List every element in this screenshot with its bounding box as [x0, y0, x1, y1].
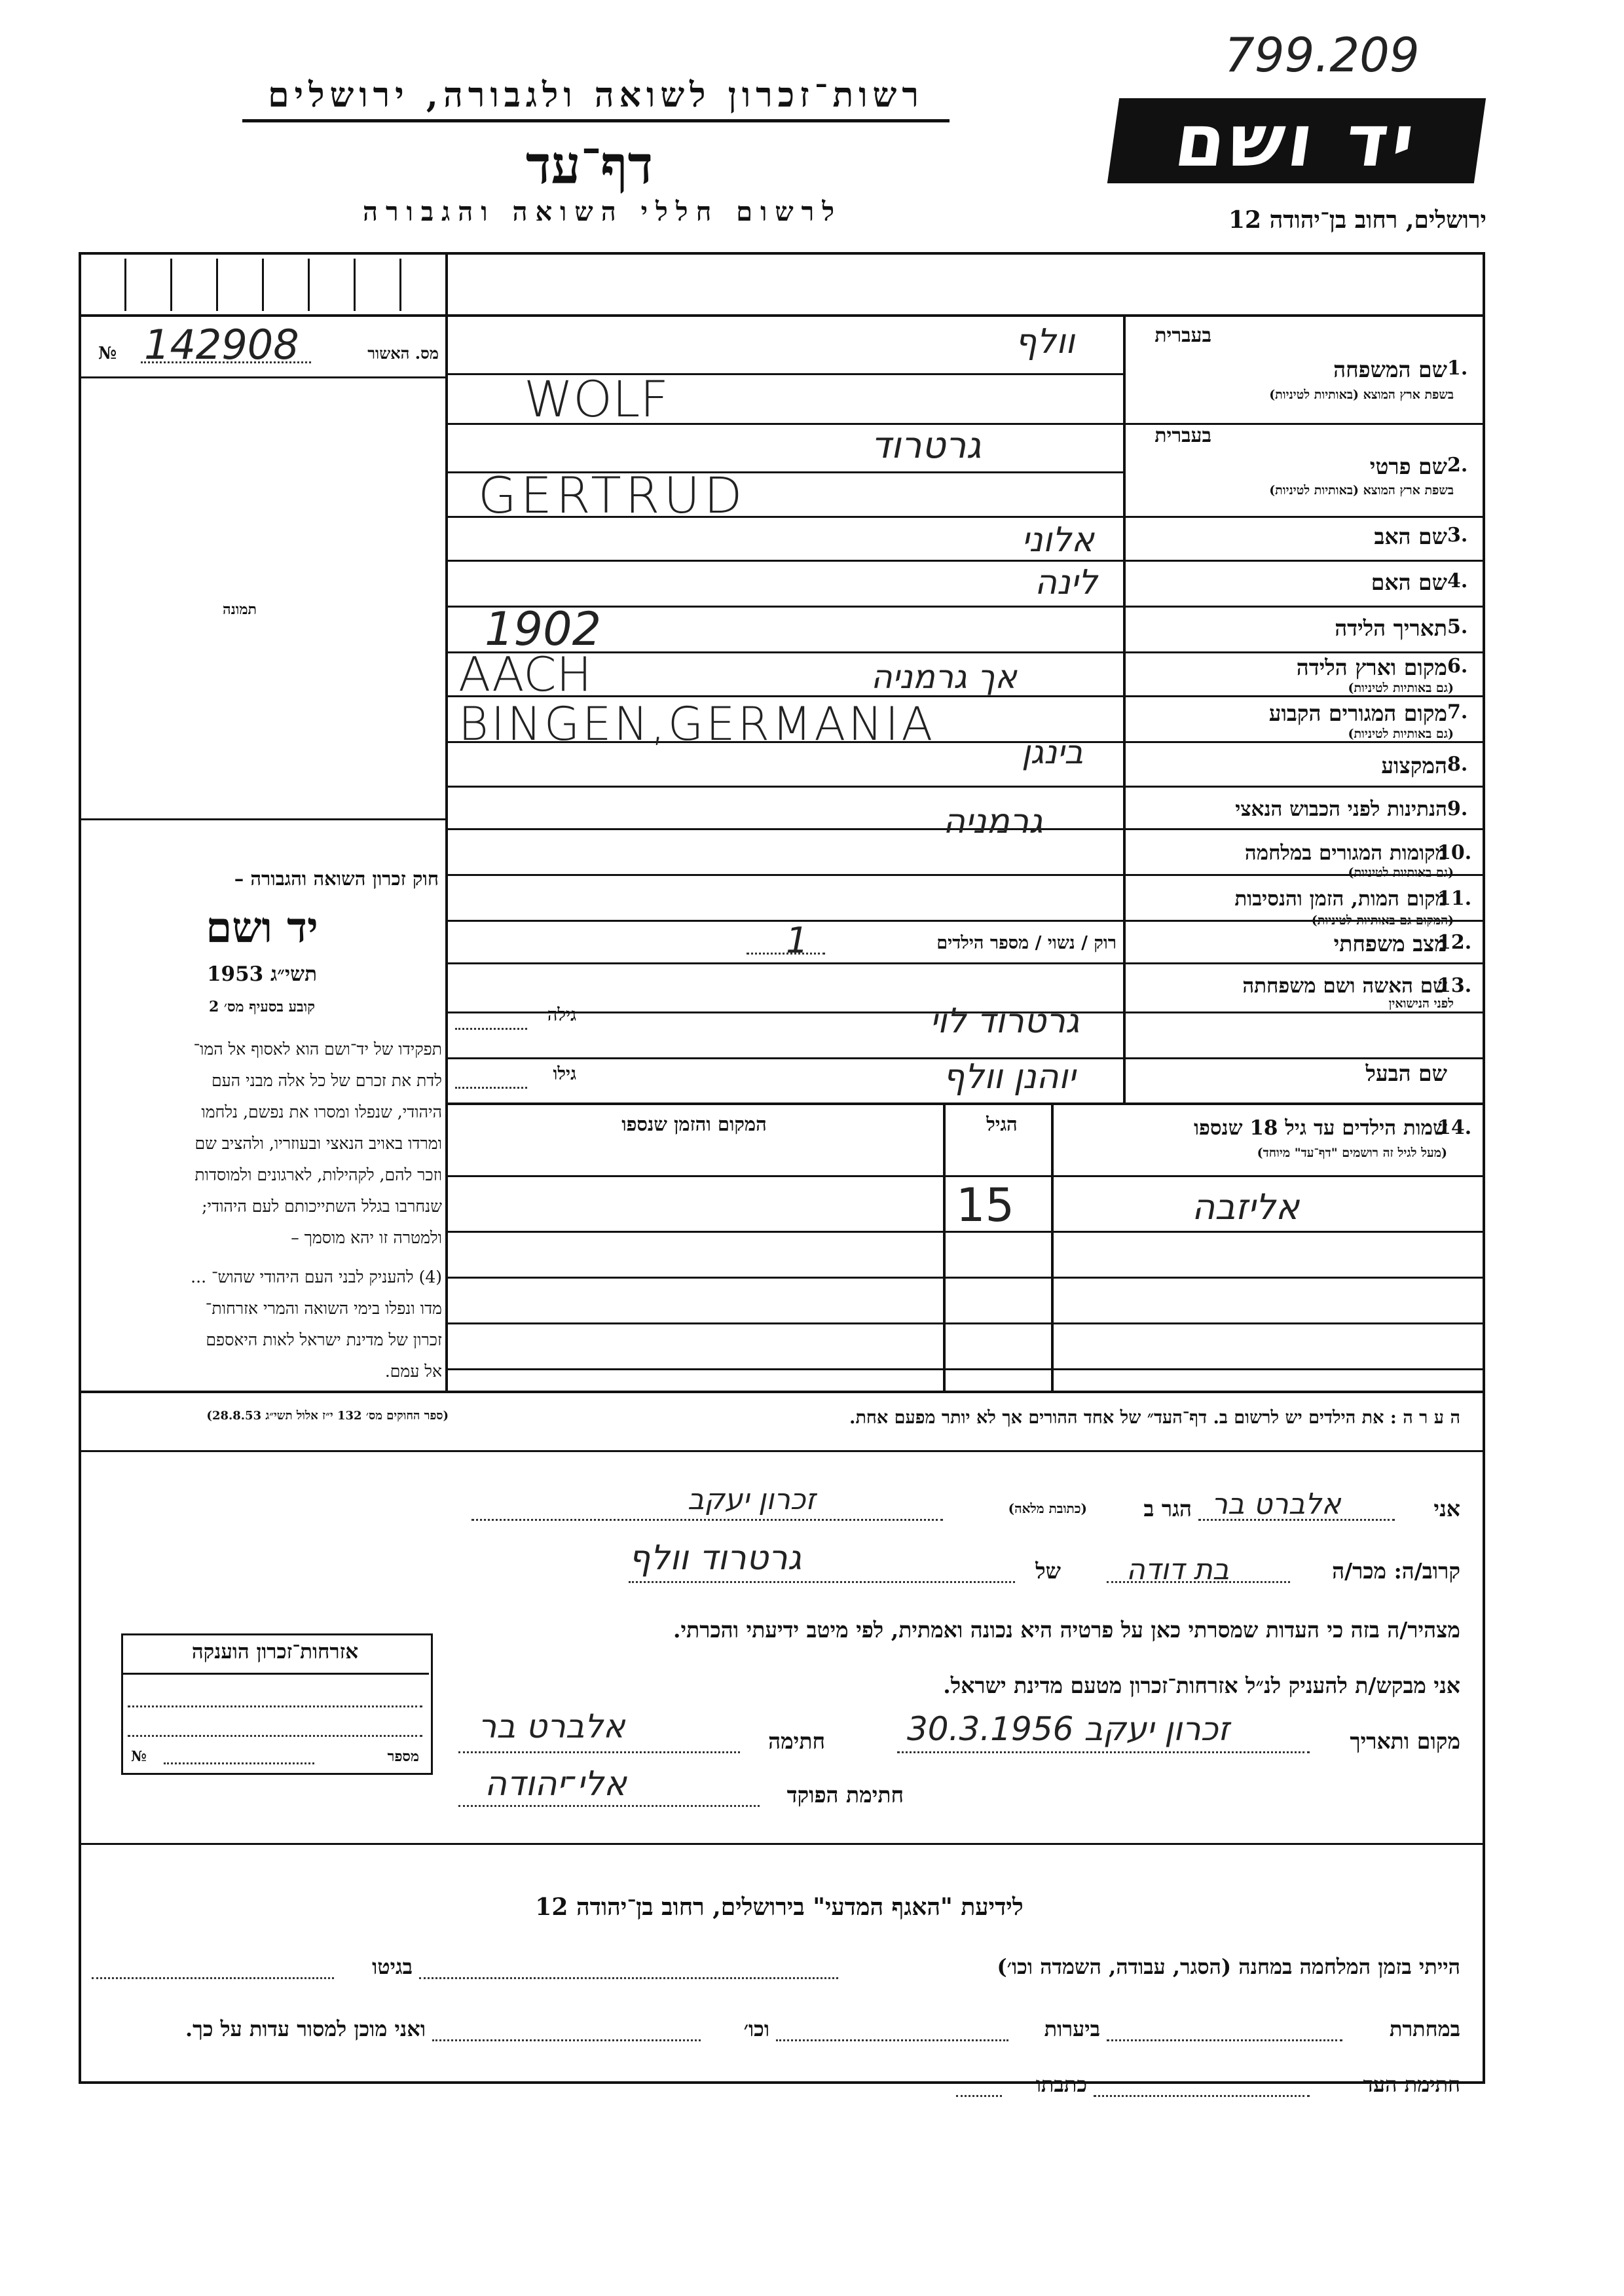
decl-resides-line — [471, 1519, 943, 1521]
f8-number: 8. — [1447, 753, 1468, 776]
f2-label: שם פרטי — [1369, 454, 1447, 479]
strip-cell — [308, 259, 310, 311]
footer-line2-a: במחתרת — [1389, 2016, 1460, 2041]
decl-place-date-label: מקום ותאריך — [1350, 1728, 1460, 1754]
footer-line3-b: כתבתו — [1035, 2072, 1087, 2097]
f12-value-line — [747, 953, 825, 955]
footer-line1-a: הייתי בזמן המלחמה במחנה (הסגר, עבודה, השמדה וכו׳) — [997, 1954, 1460, 1979]
f10-sub: (גם באותיות לטיניות) — [1348, 866, 1454, 880]
decl-place-date-value: זכרון יעקב 30.3.1956 — [907, 1710, 1230, 1748]
logo-text: יד ושם — [1170, 99, 1424, 183]
age-header: הגיל — [986, 1113, 1018, 1135]
decl-place-date-line — [897, 1751, 1310, 1753]
note-text: ה ע ר ה : את הילדים יש לרשום ב. דף־העד״ של אחד ההורים אך לא יותר מפעם אחת. — [849, 1408, 1460, 1428]
f3-label: שם האב — [1374, 524, 1447, 549]
f13-sub: לפני הנישואין — [1388, 996, 1454, 1011]
citizenship-box-symbol: № — [131, 1748, 147, 1765]
f10-number: 10. — [1437, 841, 1472, 864]
children-col-age-left — [943, 1105, 946, 1391]
child-age-value: 15 — [956, 1178, 1015, 1232]
citizenship-box-number-label: מספר — [387, 1748, 419, 1765]
f4-number: 4. — [1447, 570, 1468, 592]
strip-cell — [216, 259, 218, 311]
photo-label: תמונה — [223, 601, 257, 618]
footer-line3-dots-a — [1094, 2095, 1310, 2097]
law-text-9: מדו ונפלו בימי השואה והמרי אזרחות־ — [205, 1299, 442, 1318]
registration-number — [98, 321, 439, 369]
f1-label: שם המשפחה — [1333, 357, 1447, 382]
footer-line3-dots-b — [956, 2095, 1002, 2097]
strip-cell — [399, 259, 401, 311]
footer-line2-dots-c — [432, 2039, 701, 2041]
footer-line2-c: וכו׳ — [743, 2016, 769, 2041]
declaration-bottom-rule — [79, 1843, 1483, 1845]
footer-line3-a: חתימת העד — [1363, 2072, 1460, 2097]
f12-number: 12. — [1437, 931, 1472, 954]
f9-value: גרמניה — [943, 802, 1043, 841]
row-line — [448, 560, 1483, 562]
decl-of-label: של — [1035, 1558, 1061, 1584]
f2-latin-value: GERTRUD — [478, 466, 747, 524]
husband-name-value: יוהנן וולף — [943, 1057, 1076, 1097]
institution-name: רשות־זכרון לשואה ולגבורה, ירושלים — [268, 75, 924, 115]
row-line — [448, 651, 1483, 653]
decl-i-value: אלברט בר — [1211, 1487, 1341, 1521]
f5-label: תאריך הלידה — [1335, 615, 1447, 641]
citizenship-box-title: אזרחות־זכרון הוענקה — [191, 1640, 359, 1664]
children-row-line — [448, 1175, 1483, 1177]
footer-line1-dots-a — [419, 1977, 838, 1979]
f5-number: 5. — [1447, 615, 1468, 638]
f6-number: 6. — [1447, 655, 1468, 678]
f4-value: לינה — [1035, 563, 1098, 602]
law-text-4: ומרדו באויב הנאצי ובעוזריו, ולהציב שם — [194, 1134, 442, 1153]
top-strip-bottom — [79, 314, 1483, 317]
f9-number: 9. — [1447, 797, 1468, 820]
f13-label: שם האשה ושם משפחתה — [1242, 974, 1447, 998]
yad-vashem-logo — [1107, 98, 1486, 183]
f2-hebrew-label: בעברית — [1154, 424, 1211, 447]
form-subtitle: לרשום חללי השואה והגבורה — [362, 196, 843, 227]
footer-line2-dots-b — [776, 2039, 1008, 2041]
law-reference: (ספר החוקים מס׳ 132 י״ז אלול תשי״ג 28.8.53) — [206, 1409, 449, 1423]
children-col-age-right — [1051, 1105, 1054, 1391]
f6-value-latin: AACH — [458, 647, 592, 702]
citizenship-box-line-1 — [128, 1705, 422, 1707]
decl-declare-text: מצהיר/ה בזה כי העדות שמסרתי כאן על פרטיה היא נכונה ואמתית, לפי מיטב ידיעתי והכרתי. — [673, 1617, 1460, 1643]
f7-label: מקום המגורים הקבוע — [1268, 701, 1447, 726]
footer-line1-dots-b — [92, 1977, 334, 1979]
f6-label: מקום וארץ הלידה — [1296, 655, 1447, 680]
strip-cell — [124, 259, 126, 311]
photo-box-bottom — [79, 818, 448, 820]
husband-label: שם הבעל — [1365, 1061, 1447, 1086]
f12-options: רוק / נשוי / מספר הילדים — [936, 933, 1116, 953]
husband-age-label: גילו — [553, 1064, 576, 1084]
law-name: יד ושם — [206, 903, 318, 953]
law-text-2: לדת את זכרם של כל אלה מבני העם — [212, 1071, 442, 1090]
f13-number: 13. — [1437, 974, 1472, 997]
f6-value-hebrew: אך גרמניה — [871, 658, 1017, 696]
decl-relative-label: קרוב/ה: מכר/ה — [1332, 1558, 1460, 1584]
decl-officer-value: אלי־יהודה — [485, 1764, 627, 1804]
law-text-1: תפקידו של יד־ושם הוא לאסוף אל המו־ — [193, 1040, 442, 1059]
children-row-line — [448, 1277, 1483, 1279]
form-title: דף־עד — [525, 134, 654, 196]
decl-of-line — [629, 1581, 1015, 1583]
f3-number: 3. — [1447, 524, 1468, 547]
f6-sub-divider — [1123, 651, 1126, 742]
law-year: תשי״ג 1953 — [206, 962, 318, 986]
f5-value: 1902 — [485, 602, 602, 656]
f3-value: אלוני — [1022, 520, 1094, 560]
photo-box-top — [79, 376, 448, 378]
decl-resides-sub: (כתובת מלאה) — [1008, 1501, 1087, 1516]
f7-sub: (גם באותיות לטיניות) — [1348, 727, 1454, 741]
f1-hebrew-value: וולף — [1015, 322, 1075, 361]
note-rule — [79, 1450, 1483, 1452]
law-text-5: וזכר להם, לקהילות, לארגונים ולמוסדות — [194, 1165, 442, 1184]
f4-label: שם האם — [1371, 570, 1447, 595]
sidebar-divider — [445, 317, 448, 1391]
f11-label: מקום המות, הזמן והנסיבות — [1234, 887, 1447, 911]
decl-signature-value: אלברט בר — [478, 1707, 625, 1745]
children-row-line — [448, 1322, 1483, 1324]
f1-sub: בשפת ארץ המוצא (באותיות לטיניות) — [1269, 388, 1454, 402]
address: ירושלים, רחוב בן־יהודה 12 — [1228, 206, 1486, 234]
decl-resides-value: זכרון יעקב — [688, 1483, 816, 1516]
law-title: חוק זכרון השואה והגבורה – — [234, 867, 439, 890]
citizenship-box-number-line — [164, 1762, 314, 1764]
f12-label: מצב משפחתי — [1333, 931, 1447, 957]
catalog-number: 799.209 — [1225, 27, 1420, 82]
law-text-7: ולמטרה זו יהא מוסמך – — [291, 1228, 442, 1247]
decl-officer-label: חתימת הפוקד — [786, 1782, 904, 1808]
law-text-6: שנחרבו בגלל השתייכותם לעם היהודי; — [202, 1197, 442, 1216]
row-line — [448, 962, 1483, 964]
decl-officer-line — [458, 1805, 760, 1807]
f7-value-hebrew: בינגן — [1022, 733, 1084, 771]
f2-hebrew-value: גרטרוד — [871, 424, 982, 467]
citizenship-box-line-2 — [128, 1735, 422, 1737]
reg-number-line — [141, 361, 311, 363]
reg-number-value: 142908 — [144, 321, 299, 369]
f6-sub: (גם באותיות לטיניות) — [1348, 681, 1454, 695]
children-row-line — [448, 1368, 1483, 1370]
child-name-value: אליזבה — [1192, 1186, 1300, 1228]
row-line — [448, 786, 1483, 788]
top-strip-divider — [445, 252, 448, 317]
f1-latin-value: WOLF — [524, 370, 669, 428]
law-text-3: היהודי, שנפלו ומסרו את נפשם, נלחמו — [201, 1102, 442, 1121]
decl-signature-line — [458, 1751, 740, 1753]
f8-label: המקצוע — [1381, 753, 1447, 778]
decl-signature-label: חתימה — [768, 1728, 825, 1754]
children-table-bottom — [79, 1391, 1483, 1393]
f12-value: 1 — [786, 920, 809, 961]
footer-line2-d: ואני מוכן למסור עדות על כך. — [185, 2016, 426, 2041]
f11-sub: (המקום גם באותיות לטיניות) — [1311, 913, 1454, 928]
strip-cell — [262, 259, 264, 311]
decl-of-value: גרטרוד וולף — [629, 1539, 802, 1578]
f1-number: 1. — [1447, 357, 1468, 380]
f7-number: 7. — [1447, 701, 1468, 723]
f10-label: מקומות המגורים במלחמה — [1244, 841, 1447, 865]
f7-value-latin: BINGEN,GERMANIA — [458, 697, 936, 751]
citizenship-box-rule — [123, 1673, 429, 1675]
header-rule — [242, 119, 950, 122]
f14-number: 14. — [1437, 1116, 1472, 1139]
strip-cell — [170, 259, 172, 311]
f9-label: הנתינות לפני הכבוש הנאצי — [1235, 797, 1447, 821]
row-line — [448, 606, 1483, 608]
f14-label: שמות הילדים עד גיל 18 שנספו — [1194, 1116, 1447, 1140]
row-line — [448, 1102, 1483, 1105]
strip-cell — [354, 259, 356, 311]
f13-age-label: גילה — [547, 1005, 576, 1025]
footer-line2-b: ביערות — [1044, 2016, 1100, 2041]
reg-label: מס. האשור — [367, 344, 439, 363]
footer-title: לידיעת "האגף המדעי" בירושלים, רחוב בן־יהודה 12 — [535, 1893, 1024, 1921]
decl-resides-label: הגר ב — [1143, 1496, 1192, 1522]
f1-hebrew-label: בעברית — [1154, 324, 1211, 347]
place-time-header: המקום והזמן שנספו — [621, 1113, 767, 1135]
footer-line2-dots-a — [1107, 2039, 1342, 2041]
law-text-8: (4) להעניק לבני העם היהודי שהוש־ ... — [191, 1267, 442, 1286]
decl-request-text: אני מבקש/ת להעניק לנ״ל אזרחות־זכרון מטעם מדינת ישראל. — [943, 1673, 1460, 1698]
f2-sub: בשפת ארץ המוצא (באותיות לטיניות) — [1269, 483, 1454, 498]
f14-sub: (מעל לגיל זה רושמים "דף־עד" מיוחד) — [1257, 1146, 1447, 1160]
decl-i-label: אני — [1433, 1496, 1460, 1522]
law-text-11: אל עמם. — [384, 1362, 442, 1381]
husband-age-line — [455, 1087, 527, 1089]
reg-number-symbol: № — [98, 344, 117, 363]
f11-number: 11. — [1437, 887, 1472, 910]
f13-value: גרטרוד לוי — [930, 1002, 1080, 1041]
f2-number: 2. — [1447, 454, 1468, 477]
law-clause: קובע בסעיף מס׳ 2 — [208, 998, 316, 1015]
decl-relative-value: בת דודה — [1126, 1553, 1230, 1586]
law-text-10: זכרון של מדינת ישראל לאות היאספם — [206, 1330, 442, 1349]
f13-age-line — [455, 1028, 527, 1030]
footer-line1-b: בגיטו — [372, 1954, 413, 1979]
